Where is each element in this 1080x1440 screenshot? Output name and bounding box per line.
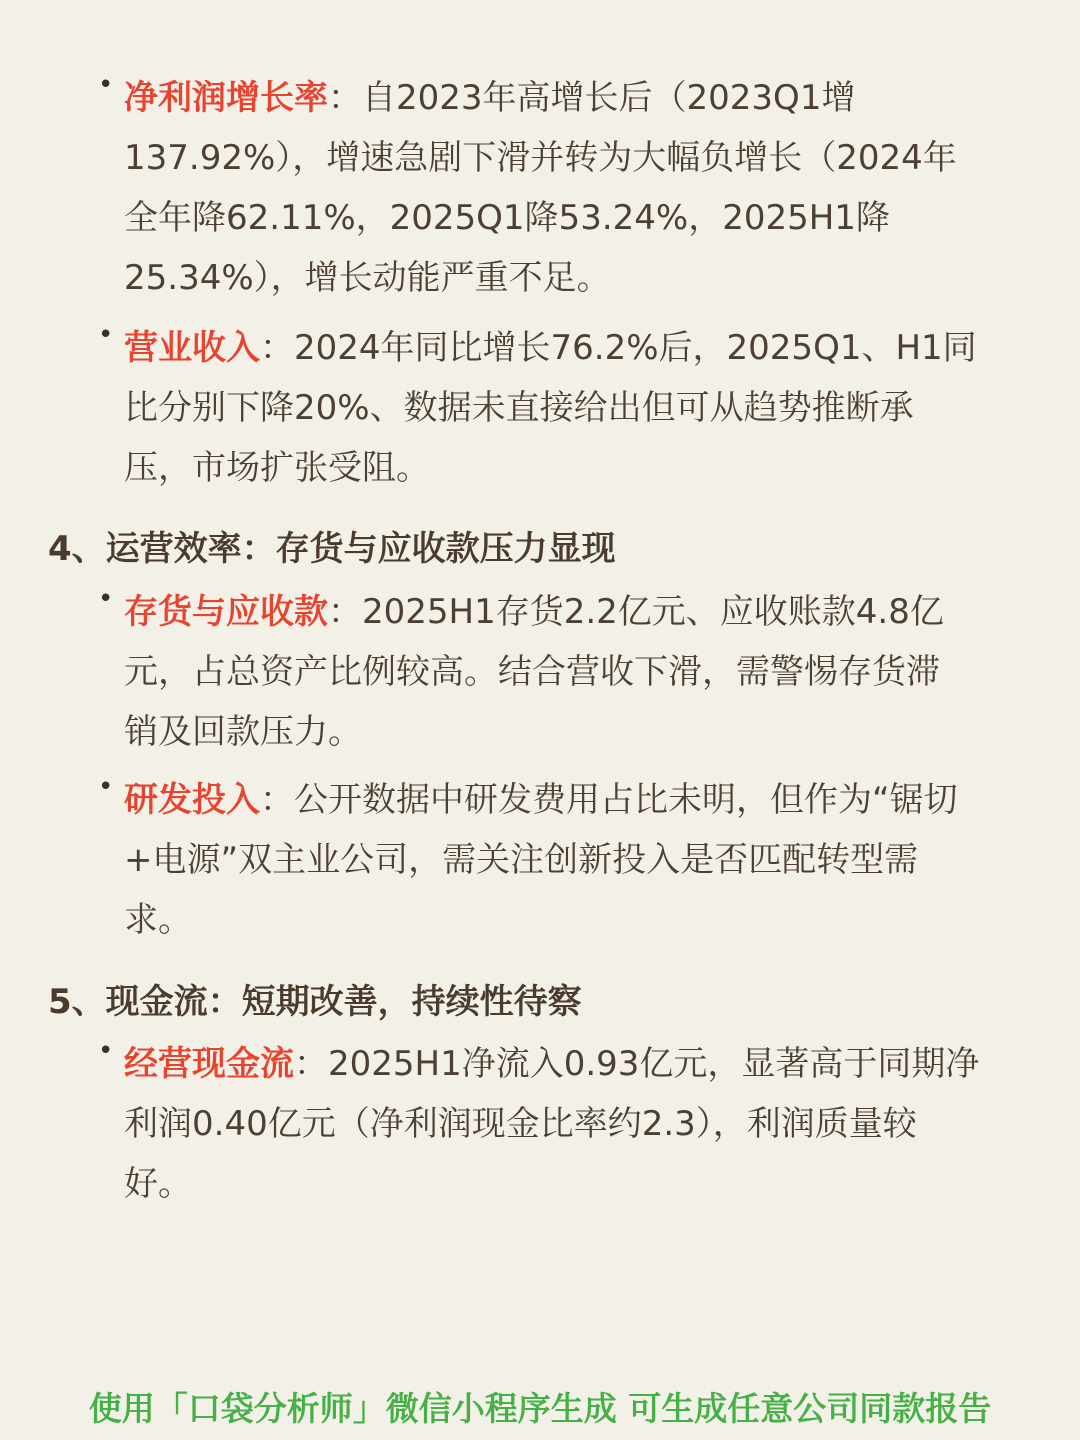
term-separator: ： — [260, 780, 294, 820]
term-label: 存货与应收款 — [124, 592, 328, 632]
bullet-dot: • — [98, 584, 114, 614]
bullet-text: 2024年同比增长76.2%后，2025Q1、H1同 — [294, 328, 977, 368]
term-separator: ： — [294, 1044, 328, 1084]
bullet-line: 销及回款压力。 — [124, 712, 362, 752]
bullet-dot: • — [98, 320, 114, 350]
bullet-dot: • — [98, 772, 114, 802]
bullet-line: 137.92%），增速急剧下滑并转为大幅负增长（2024年 — [124, 138, 957, 178]
bullet-line: 求。 — [124, 900, 192, 940]
bullet-rnd-investment — [98, 770, 1044, 950]
bullet-line — [124, 582, 1044, 642]
bullet-line: 元，占总资产比例较高。结合营收下滑，需警惕存货滞 — [124, 652, 940, 692]
bullet-line: 压，市场扩张受阻。 — [124, 448, 430, 488]
term-label: 营业收入 — [124, 328, 260, 368]
bullet-line: 比分别下降20%、数据未直接给出但可从趋势推断承 — [124, 388, 914, 428]
section-heading-operating-efficiency: 4、运营效率：存货与应收款压力显现 — [48, 529, 616, 569]
bullet-line: +电源”双主业公司，需关注创新投入是否匹配转型需 — [124, 840, 919, 880]
bullet-operating-cash-flow — [98, 1034, 1044, 1214]
bullet-line — [124, 318, 1044, 378]
bullet-inventory-receivables — [98, 582, 1044, 762]
term-label: 净利润增长率 — [124, 78, 328, 118]
bullet-text: 2025H1净流入0.93亿元，显著高于同期净 — [328, 1044, 980, 1084]
term-separator: ： — [260, 328, 294, 368]
footer-promo-text: 使用「口袋分析师」微信小程序生成 可生成任意公司同款报告 — [88, 1389, 992, 1428]
term-separator: ： — [328, 78, 362, 118]
bullet-line: 好。 — [124, 1164, 192, 1204]
bullet-dot: • — [98, 70, 114, 100]
bullet-net-profit-growth — [98, 68, 1044, 308]
bullet-line — [124, 1034, 1044, 1094]
term-separator: ： — [328, 592, 362, 632]
bullet-line — [124, 770, 1044, 830]
term-label: 经营现金流 — [124, 1044, 294, 1084]
bullet-revenue — [98, 318, 1044, 498]
bullet-line — [124, 68, 1044, 128]
bullet-text: 2025H1存货2.2亿元、应收账款4.8亿 — [362, 592, 944, 632]
bullet-text: 自2023年高增长后（2023Q1增 — [362, 78, 856, 118]
bullet-line: 利润0.40亿元（净利润现金比率约2.3），利润质量较 — [124, 1104, 917, 1144]
bullet-line: 全年降62.11%，2025Q1降53.24%，2025H1降 — [124, 198, 890, 238]
bullet-text: 公开数据中研发费用占比未明，但作为“锯切 — [294, 780, 958, 820]
bullet-line: 25.34%），增长动能严重不足。 — [124, 258, 611, 298]
bullet-dot: • — [98, 1036, 114, 1066]
term-label: 研发投入 — [124, 780, 260, 820]
section-heading-cash-flow: 5、现金流：短期改善，持续性待察 — [48, 982, 582, 1022]
